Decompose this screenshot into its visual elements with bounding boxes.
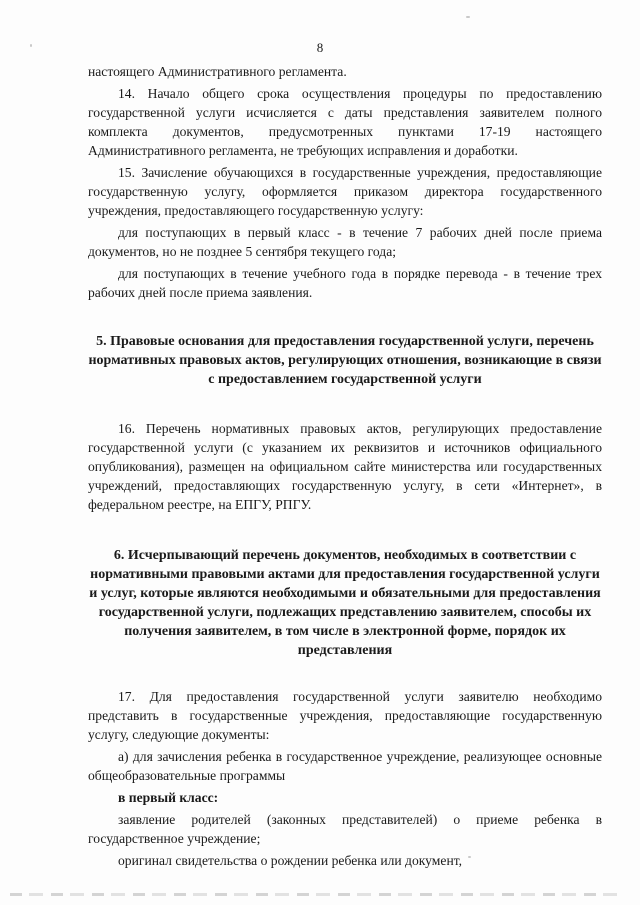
scan-bottom-edge xyxy=(10,893,625,896)
scan-mark-top-right xyxy=(466,16,470,18)
document-body xyxy=(88,62,602,873)
paragraph-17-item-a: а) для зачисления ребенка в государственное учреждение, реализующее основные общеобразовательные программы xyxy=(88,749,602,783)
page-number: 8 xyxy=(316,40,324,55)
paragraph-continuation: настоящего Административного регламента. xyxy=(88,64,347,79)
paragraph-17: 17. Для предоставления государственной услуги заявителю необходимо представить в государственные учреждения, предоставляющие государственную услугу, следующие документы: xyxy=(88,689,602,742)
section-5-heading: 5. Правовые основания для предоставления государственной услуги, перечень нормативных правовых актов, регулирующих отношения, возникающие в связи с предоставлением государственной услуги xyxy=(88,334,602,387)
paragraph-application: заявление родителей (законных представителей) о приеме ребенка в государственное учреждение; xyxy=(88,812,602,846)
section-6-heading: 6. Исчерпывающий перечень документов, необходимых в соответствии с нормативными правовыми актами для предоставления государственной услуги и услуг, которые являются необходимыми и обязательными для предоставления государственной услуги, подлежащих представлению заявителем, способы их получения заявителем, в том числе в электронной форме, порядок их представления xyxy=(89,548,601,658)
paragraph-16: 16. Перечень нормативных правовых актов, регулирующих предоставление государственной услуги (с указанием их реквизитов и источников официального опубликования), размещен на официальном сайте министерства или государственных учреждений, предоставляющих государственную услугу, в сети «Интернет», в федеральном реестре, на ЕПГУ, РПГУ. xyxy=(88,421,602,512)
paragraph-15-transfer: для поступающих в течение учебного года в порядке перевода - в течение трех рабочих дней после приема заявления. xyxy=(88,266,602,300)
paragraph-birth-certificate: оригинал свидетельства о рождении ребенка или документ, xyxy=(118,853,463,868)
paragraph-15-first-class: для поступающих в первый класс - в течение 7 рабочих дней после приема документов, но не позднее 5 сентября текущего года; xyxy=(88,225,602,259)
paragraph-14: 14. Начало общего срока осуществления процедуры по предоставлению государственной услуги исчисляется с даты представления заявителем полного комплекта документов, предусмотренных пунктами 17-19 настоящего Административного регламента, не требующих исправления и доработки. xyxy=(88,86,602,158)
subheading-first-class: в первый класс: xyxy=(118,790,219,805)
paragraph-15: 15. Зачисление обучающихся в государственные учреждения, предоставляющие государственную услугу, оформляется приказом директора государственного учреждения, предоставляющего государственную услугу: xyxy=(88,165,602,218)
